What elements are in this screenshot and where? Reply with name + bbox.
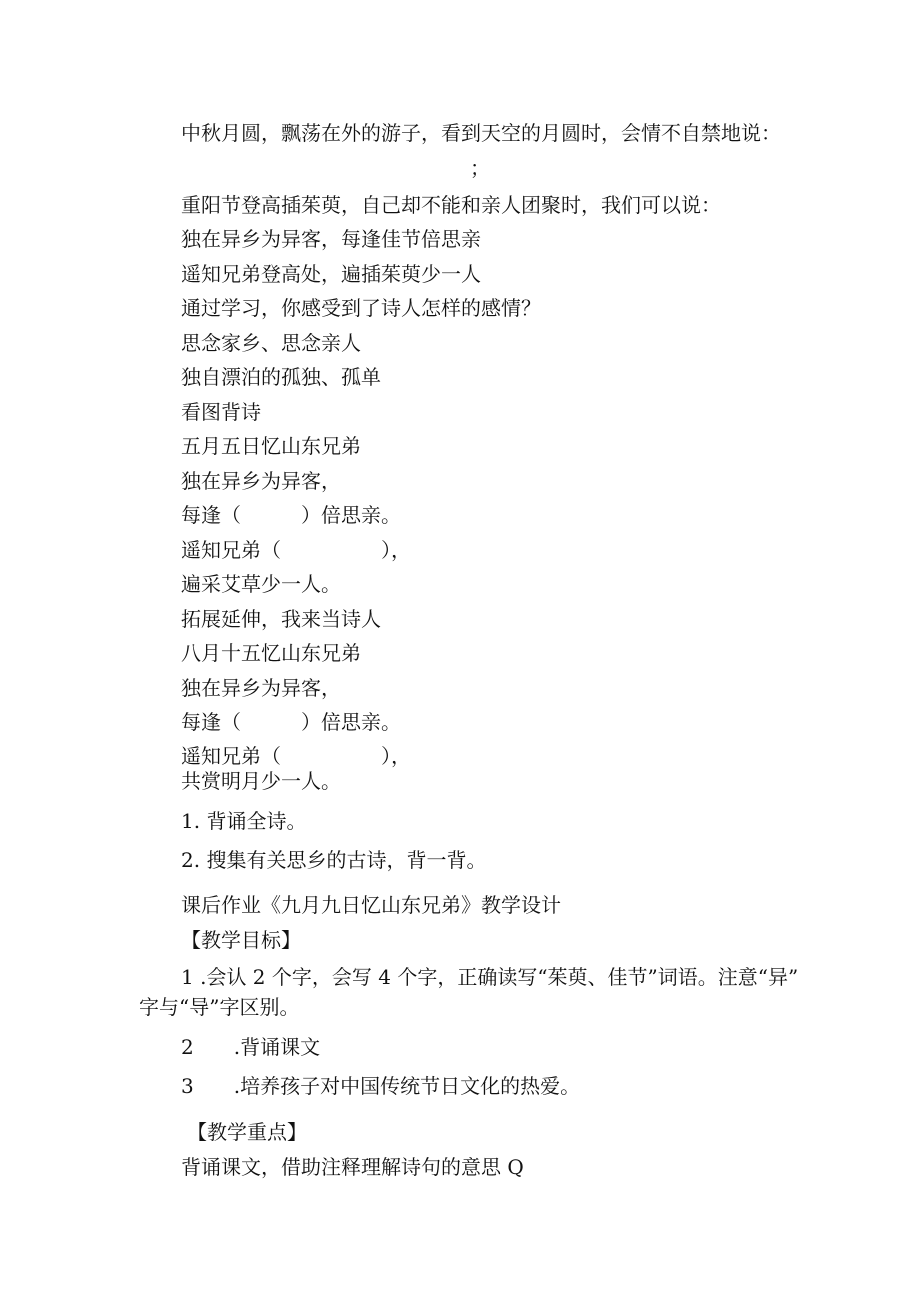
poem2-line-2: 每逢（ ）倍思亲。 [181,710,401,734]
homework-item-1: 1. 背诵全诗。 [181,809,307,833]
poem2-title: 八月十五忆山东兄弟 [181,641,361,665]
poem1-title: 五月五日忆山东兄弟 [181,434,361,458]
objective-1-line-2: 字与“导”字区别。 [139,995,300,1019]
poem1-line-1: 独在异乡为异客， [181,469,341,493]
poem1-line-3: 遥知兄弟（ ）， [181,538,411,562]
homework-item-2: 2. 搜集有关思乡的古诗，背一背。 [181,848,487,872]
intro-line-5: 遥知兄弟登高处，遍插茱萸少一人 [181,262,481,286]
intro-line-9: 看图背诗 [181,400,261,424]
intro-line-8: 独自漂泊的孤独、孤单 [181,365,381,389]
intro-line-1: 中秋月圆，飘荡在外的游子，看到天空的月圆时，会情不自禁地说： [181,121,781,145]
design-title: 课后作业《九月九日忆山东兄弟》教学设计 [181,893,561,917]
intro-line-4: 独在异乡为异客，每逢佳节倍思亲 [181,227,481,251]
objective-1-line-1: 1 .会认 2 个字，会写 4 个字，正确读写“茱萸、佳节”词语。注意“异” [181,965,799,989]
poem2-line-4: 共赏明月少一人。 [181,769,341,793]
intro-line-6: 通过学习，你感受到了诗人怎样的感情？ [181,296,541,320]
focus-text: 背诵课文，借助注释理解诗句的意思 Q [181,1155,524,1179]
objective-2: 2 .背诵课文 [181,1035,321,1059]
objective-3: 3 .培养孩子对中国传统节日文化的热爱。 [181,1074,581,1098]
poem1-line-4: 遍采艾草少一人。 [181,572,341,596]
poem1-line-2: 每逢（ ）倍思亲。 [181,503,401,527]
focus-heading: 【教学重点】 [187,1120,307,1144]
extension-heading: 拓展延伸，我来当诗人 [181,607,381,631]
intro-line-3: 重阳节登高插茱萸，自己却不能和亲人团聚时，我们可以说： [181,193,721,217]
poem2-line-1: 独在异乡为异客， [181,676,341,700]
objectives-heading: 【教学目标】 [181,928,301,952]
intro-line-7: 思念家乡、思念亲人 [181,331,361,355]
poem2-line-3: 遥知兄弟（ ）， [181,744,411,768]
intro-line-2: ； [470,156,490,180]
